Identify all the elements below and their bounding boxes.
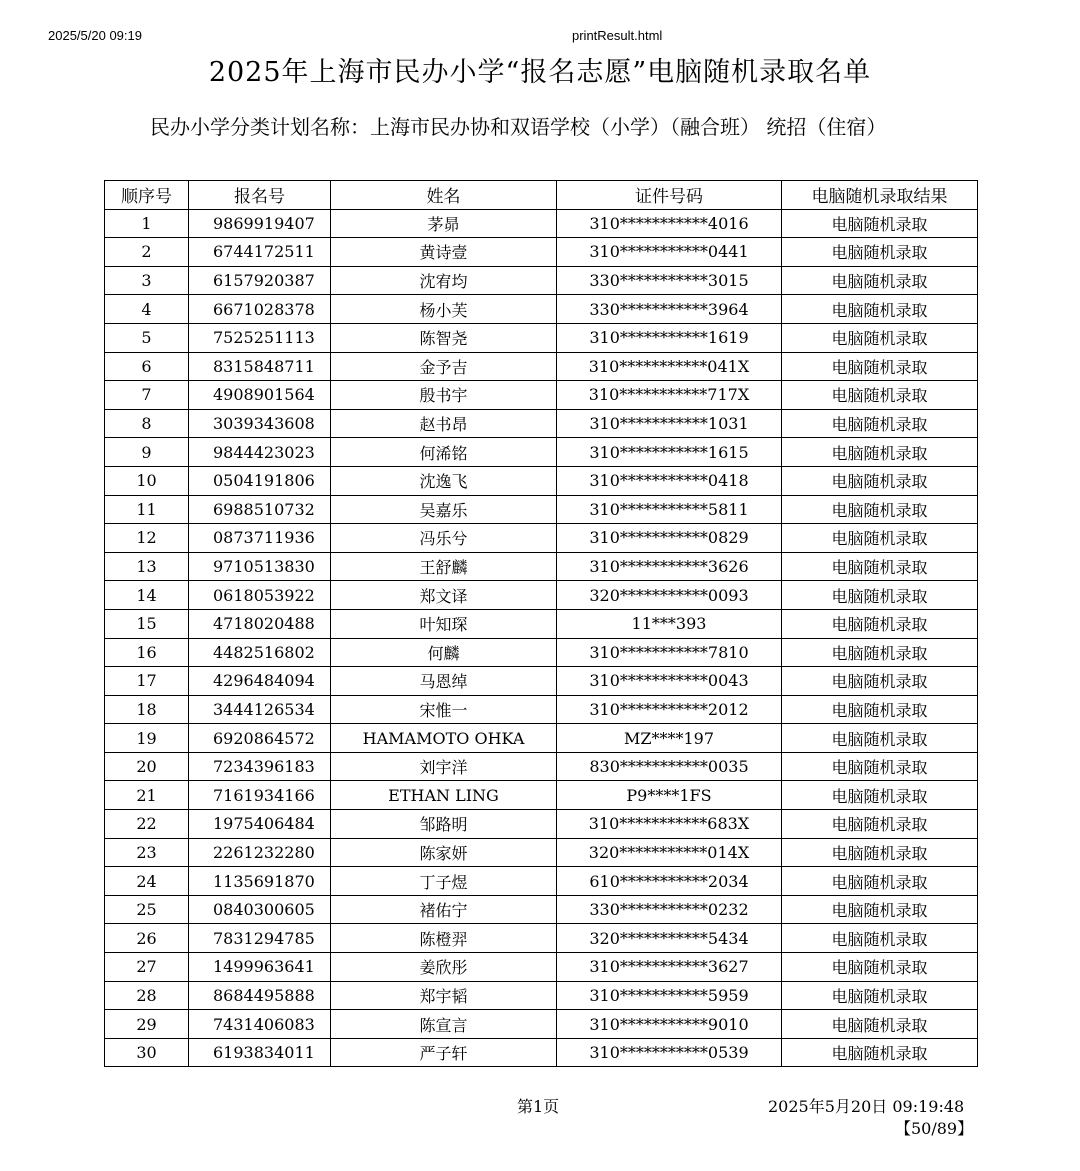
generated-time: 2025年5月20日 09:19:48: [768, 1097, 965, 1116]
cell-sequence: 22: [105, 810, 189, 839]
cell-registration-no: 8315848711: [189, 352, 331, 381]
table-row: [105, 466, 978, 495]
cell-result: 电脑随机录取: [782, 838, 978, 867]
cell-registration-no: 6988510732: [189, 495, 331, 524]
cell-sequence: 30: [105, 1038, 189, 1067]
table-row: [105, 667, 978, 696]
cell-result: 电脑随机录取: [782, 695, 978, 724]
cell-id-number: 310***********9010: [557, 1010, 782, 1039]
cell-result: 电脑随机录取: [782, 238, 978, 267]
cell-id-number: 310***********717X: [557, 381, 782, 410]
cell-result: 电脑随机录取: [782, 1038, 978, 1067]
cell-id-number: 320***********5434: [557, 924, 782, 953]
cell-id-number: P9****1FS: [557, 781, 782, 810]
cell-result: 电脑随机录取: [782, 466, 978, 495]
cell-name: 冯乐兮: [331, 524, 557, 553]
cell-registration-no: 1975406484: [189, 810, 331, 839]
cell-registration-no: 3039343608: [189, 409, 331, 438]
cell-id-number: 320***********014X: [557, 838, 782, 867]
cell-sequence: 26: [105, 924, 189, 953]
column-header-result: 电脑随机录取结果: [782, 181, 978, 210]
plan-name-line: 民办小学分类计划名称：上海市民办协和双语学校（小学）（融合班） 统招（住宿）: [150, 115, 887, 139]
table-row: [105, 810, 978, 839]
cell-sequence: 25: [105, 895, 189, 924]
cell-id-number: 310***********041X: [557, 352, 782, 381]
cell-name: 殷书宇: [331, 381, 557, 410]
cell-sequence: 21: [105, 781, 189, 810]
table-header-row: [105, 181, 978, 210]
cell-registration-no: 6671028378: [189, 295, 331, 324]
table-row: [105, 524, 978, 553]
document-title: 2025年上海市民办小学“报名志愿”电脑随机录取名单: [208, 57, 872, 88]
cell-id-number: 310***********7810: [557, 638, 782, 667]
cell-name: 陈智尧: [331, 323, 557, 352]
table-row: [105, 295, 978, 324]
cell-name: HAMAMOTO OHKA: [331, 724, 557, 753]
cell-sequence: 14: [105, 581, 189, 610]
table-row: [105, 352, 978, 381]
cell-sequence: 5: [105, 323, 189, 352]
cell-registration-no: 9710513830: [189, 552, 331, 581]
cell-result: 电脑随机录取: [782, 381, 978, 410]
table-row: [105, 981, 978, 1010]
cell-name: 刘宇洋: [331, 752, 557, 781]
cell-registration-no: 7431406083: [189, 1010, 331, 1039]
cell-result: 电脑随机录取: [782, 323, 978, 352]
page-count: 【50/89】: [895, 1119, 974, 1138]
cell-registration-no: 7234396183: [189, 752, 331, 781]
cell-sequence: 9: [105, 438, 189, 467]
cell-id-number: 310***********3627: [557, 953, 782, 982]
table-row: [105, 438, 978, 467]
table-row: [105, 581, 978, 610]
cell-name: 严子轩: [331, 1038, 557, 1067]
cell-name: 陈橙羿: [331, 924, 557, 953]
cell-name: 郑宇韬: [331, 981, 557, 1010]
cell-id-number: 310***********3626: [557, 552, 782, 581]
cell-sequence: 20: [105, 752, 189, 781]
table-row: [105, 209, 978, 238]
cell-id-number: 310***********5959: [557, 981, 782, 1010]
cell-id-number: 610***********2034: [557, 867, 782, 896]
table-row: [105, 924, 978, 953]
admission-results-table: [104, 180, 978, 1067]
cell-name: 姜欣彤: [331, 953, 557, 982]
cell-result: 电脑随机录取: [782, 552, 978, 581]
cell-registration-no: 9869919407: [189, 209, 331, 238]
cell-sequence: 12: [105, 524, 189, 553]
print-datetime: 2025/5/20 09:19: [48, 28, 142, 43]
cell-registration-no: 4296484094: [189, 667, 331, 696]
cell-name: 黄诗壹: [331, 238, 557, 267]
cell-id-number: 310***********0829: [557, 524, 782, 553]
cell-registration-no: 0504191806: [189, 466, 331, 495]
cell-name: ETHAN LING: [331, 781, 557, 810]
cell-registration-no: 4718020488: [189, 609, 331, 638]
table-row: [105, 1010, 978, 1039]
cell-registration-no: 0618053922: [189, 581, 331, 610]
cell-sequence: 16: [105, 638, 189, 667]
cell-registration-no: 8684495888: [189, 981, 331, 1010]
cell-sequence: 2: [105, 238, 189, 267]
cell-result: 电脑随机录取: [782, 352, 978, 381]
cell-name: 何浠铭: [331, 438, 557, 467]
cell-registration-no: 6744172511: [189, 238, 331, 267]
cell-registration-no: 7831294785: [189, 924, 331, 953]
table-row: [105, 552, 978, 581]
cell-name: 王舒麟: [331, 552, 557, 581]
table-row: [105, 638, 978, 667]
cell-sequence: 3: [105, 266, 189, 295]
cell-registration-no: 1499963641: [189, 953, 331, 982]
cell-id-number: 830***********0035: [557, 752, 782, 781]
cell-name: 陈宣言: [331, 1010, 557, 1039]
cell-name: 丁子煜: [331, 867, 557, 896]
cell-id-number: 310***********4016: [557, 209, 782, 238]
cell-sequence: 28: [105, 981, 189, 1010]
table-row: [105, 724, 978, 753]
cell-id-number: 310***********0043: [557, 667, 782, 696]
cell-result: 电脑随机录取: [782, 867, 978, 896]
cell-id-number: 310***********0539: [557, 1038, 782, 1067]
cell-name: 褚佑宁: [331, 895, 557, 924]
cell-sequence: 15: [105, 609, 189, 638]
cell-sequence: 19: [105, 724, 189, 753]
cell-result: 电脑随机录取: [782, 495, 978, 524]
cell-result: 电脑随机录取: [782, 609, 978, 638]
cell-registration-no: 2261232280: [189, 838, 331, 867]
cell-name: 沈宥均: [331, 266, 557, 295]
cell-result: 电脑随机录取: [782, 953, 978, 982]
cell-result: 电脑随机录取: [782, 1010, 978, 1039]
cell-name: 赵书昂: [331, 409, 557, 438]
cell-id-number: 310***********5811: [557, 495, 782, 524]
cell-id-number: MZ****197: [557, 724, 782, 753]
cell-registration-no: 6157920387: [189, 266, 331, 295]
cell-result: 电脑随机录取: [782, 638, 978, 667]
table-row: [105, 838, 978, 867]
cell-sequence: 6: [105, 352, 189, 381]
cell-result: 电脑随机录取: [782, 295, 978, 324]
cell-sequence: 8: [105, 409, 189, 438]
cell-result: 电脑随机录取: [782, 924, 978, 953]
table-row: [105, 266, 978, 295]
cell-result: 电脑随机录取: [782, 895, 978, 924]
cell-sequence: 24: [105, 867, 189, 896]
column-header-id-number: 证件号码: [557, 181, 782, 210]
cell-result: 电脑随机录取: [782, 409, 978, 438]
cell-name: 吴嘉乐: [331, 495, 557, 524]
cell-name: 陈家妍: [331, 838, 557, 867]
cell-name: 郑文译: [331, 581, 557, 610]
cell-id-number: 320***********0093: [557, 581, 782, 610]
cell-id-number: 330***********3015: [557, 266, 782, 295]
cell-sequence: 17: [105, 667, 189, 696]
cell-name: 叶知琛: [331, 609, 557, 638]
cell-id-number: 310***********0441: [557, 238, 782, 267]
cell-registration-no: 9844423023: [189, 438, 331, 467]
table-row: [105, 895, 978, 924]
cell-sequence: 1: [105, 209, 189, 238]
column-header-registration-no: 报名号: [189, 181, 331, 210]
cell-name: 何麟: [331, 638, 557, 667]
table-row: [105, 695, 978, 724]
cell-name: 宋惟一: [331, 695, 557, 724]
page-number: 第1页: [517, 1097, 560, 1116]
cell-registration-no: 0873711936: [189, 524, 331, 553]
table-row: [105, 609, 978, 638]
column-header-name: 姓名: [331, 181, 557, 210]
cell-sequence: 13: [105, 552, 189, 581]
cell-sequence: 4: [105, 295, 189, 324]
cell-result: 电脑随机录取: [782, 781, 978, 810]
cell-result: 电脑随机录取: [782, 810, 978, 839]
cell-id-number: 330***********3964: [557, 295, 782, 324]
cell-id-number: 310***********1615: [557, 438, 782, 467]
table-row: [105, 238, 978, 267]
cell-sequence: 10: [105, 466, 189, 495]
table-row: [105, 781, 978, 810]
cell-result: 电脑随机录取: [782, 581, 978, 610]
cell-name: 杨小芙: [331, 295, 557, 324]
cell-sequence: 11: [105, 495, 189, 524]
cell-sequence: 27: [105, 953, 189, 982]
table-row: [105, 495, 978, 524]
cell-registration-no: 7525251113: [189, 323, 331, 352]
cell-id-number: 310***********683X: [557, 810, 782, 839]
cell-sequence: 29: [105, 1010, 189, 1039]
cell-id-number: 11***393: [557, 609, 782, 638]
table-row: [105, 381, 978, 410]
cell-name: 金予吉: [331, 352, 557, 381]
cell-registration-no: 4908901564: [189, 381, 331, 410]
cell-sequence: 18: [105, 695, 189, 724]
cell-result: 电脑随机录取: [782, 724, 978, 753]
cell-id-number: 310***********0418: [557, 466, 782, 495]
cell-name: 邹路明: [331, 810, 557, 839]
column-header-sequence: 顺序号: [105, 181, 189, 210]
cell-registration-no: 7161934166: [189, 781, 331, 810]
cell-sequence: 23: [105, 838, 189, 867]
cell-result: 电脑随机录取: [782, 209, 978, 238]
table-body: [105, 209, 978, 1067]
cell-registration-no: 6193834011: [189, 1038, 331, 1067]
cell-id-number: 330***********0232: [557, 895, 782, 924]
cell-id-number: 310***********1619: [557, 323, 782, 352]
cell-name: 茅昴: [331, 209, 557, 238]
cell-registration-no: 4482516802: [189, 638, 331, 667]
print-file-name: printResult.html: [572, 28, 663, 43]
cell-id-number: 310***********2012: [557, 695, 782, 724]
table-row: [105, 1038, 978, 1067]
cell-registration-no: 6920864572: [189, 724, 331, 753]
table-row: [105, 752, 978, 781]
table-row: [105, 409, 978, 438]
cell-registration-no: 0840300605: [189, 895, 331, 924]
cell-name: 马恩绰: [331, 667, 557, 696]
cell-sequence: 7: [105, 381, 189, 410]
cell-result: 电脑随机录取: [782, 266, 978, 295]
table-row: [105, 953, 978, 982]
table-row: [105, 867, 978, 896]
table-row: [105, 323, 978, 352]
cell-result: 电脑随机录取: [782, 438, 978, 467]
cell-name: 沈逸飞: [331, 466, 557, 495]
cell-result: 电脑随机录取: [782, 981, 978, 1010]
cell-result: 电脑随机录取: [782, 667, 978, 696]
cell-id-number: 310***********1031: [557, 409, 782, 438]
cell-registration-no: 3444126534: [189, 695, 331, 724]
cell-result: 电脑随机录取: [782, 752, 978, 781]
cell-result: 电脑随机录取: [782, 524, 978, 553]
cell-registration-no: 1135691870: [189, 867, 331, 896]
